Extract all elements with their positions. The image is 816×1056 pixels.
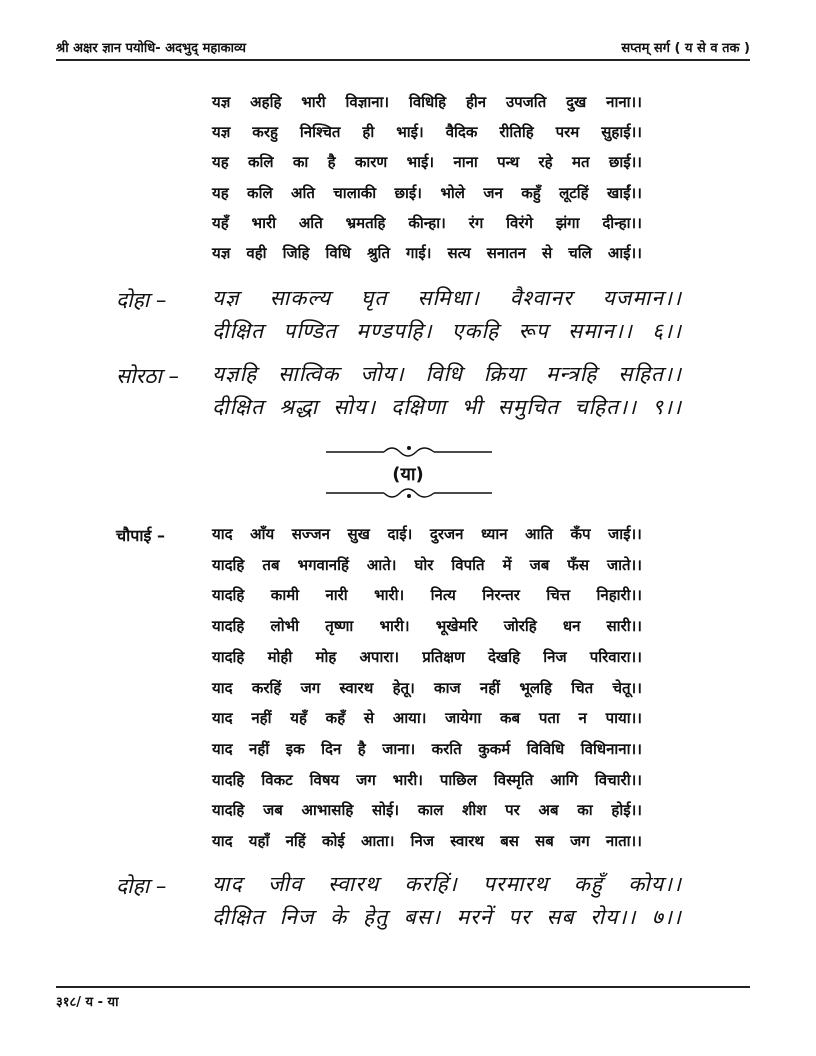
verse-word: छाई। xyxy=(394,183,422,202)
verse-word: कुकर्म xyxy=(478,739,511,758)
verse-word: जब xyxy=(263,801,283,820)
verse-word: ९।। xyxy=(652,395,682,419)
verse-word: हेतू। xyxy=(392,678,415,697)
verse-word: स्वारथ xyxy=(450,832,484,850)
page-header xyxy=(56,38,750,60)
verse-word: ६।। xyxy=(652,319,682,343)
verse-word: का xyxy=(292,153,309,172)
chaupai-line xyxy=(212,678,642,698)
verse-word: न xyxy=(578,709,587,728)
verse-word: यज्ञ xyxy=(212,286,240,310)
sortha-line-2 xyxy=(212,393,682,421)
verse-word: सब xyxy=(546,905,575,929)
verse-word: समिधा। xyxy=(417,286,480,310)
verse-word: झंगा xyxy=(555,213,580,232)
verse-word: कलि xyxy=(247,183,273,202)
verse-line xyxy=(212,152,642,172)
verse-word: चलि xyxy=(568,244,592,262)
ornament-bottom xyxy=(326,486,492,500)
verse-word: रूप xyxy=(518,319,549,343)
verse-word: अब xyxy=(538,801,559,820)
verse-word: का xyxy=(577,801,593,820)
verse-word: कलि xyxy=(247,153,274,172)
verse-word: तृष्णा xyxy=(325,617,354,636)
verse-word: दुरजन xyxy=(429,525,464,543)
verse-word: कहुँ xyxy=(573,872,604,896)
verse-word: लूटहिं xyxy=(559,183,589,202)
verse-word: निहारी।। xyxy=(596,586,642,605)
verse-word: यजमान।। xyxy=(602,286,682,310)
verse-word: देखहि xyxy=(487,647,521,666)
verse-word: याद xyxy=(212,525,233,543)
doha1-line-1 xyxy=(212,284,682,312)
verse-word: आता। xyxy=(360,832,395,850)
verse-word: उपजति xyxy=(505,93,547,111)
verse-word: कँप xyxy=(570,525,591,543)
verse-word: रीतिहि xyxy=(499,123,534,142)
verse-word: गाई। xyxy=(406,244,432,262)
verse-word: जाई।। xyxy=(608,525,642,543)
chaupai-line xyxy=(212,585,642,605)
verse-word: श्रद्धा xyxy=(279,395,319,419)
verse-word: कीन्हा। xyxy=(408,213,446,232)
doha1-line-2 xyxy=(212,317,682,345)
verse-word: सहित।। xyxy=(618,362,682,386)
verse-word: नाता।। xyxy=(605,832,642,850)
verse-word: घृत xyxy=(361,286,388,310)
verse-word: पर xyxy=(505,801,520,820)
verse-word: होई।। xyxy=(611,801,642,820)
verse-word: पता xyxy=(538,709,560,728)
doha1-label: दोहा – xyxy=(116,288,167,312)
verse-word: भोले xyxy=(440,183,465,202)
verse-word: विविधि xyxy=(526,739,565,758)
verse-word: यज्ञ xyxy=(212,93,231,111)
verse-word: सारी।। xyxy=(606,617,642,636)
verse-line xyxy=(212,183,642,203)
verse-word: अति xyxy=(298,213,323,232)
verse-word: विधि xyxy=(325,244,351,262)
verse-word: में xyxy=(502,555,512,574)
verse-word: अपारा। xyxy=(359,647,400,666)
verse-word: दिन xyxy=(321,739,342,758)
verse-word: यादहि xyxy=(212,555,245,574)
verse-word: भगवानहिं xyxy=(297,555,349,574)
verse-word: साकल्य xyxy=(269,286,332,310)
verse-word: विस्मृति xyxy=(493,770,534,789)
verse-word: लोभी xyxy=(270,617,300,636)
verse-word: विधिनाना।। xyxy=(580,739,642,758)
verse-word: यह xyxy=(212,183,229,202)
verse-word: दुख xyxy=(566,93,587,111)
verse-word: हेतु xyxy=(362,905,389,929)
verse-word: छाई।। xyxy=(608,153,642,172)
verse-word: आते। xyxy=(366,555,397,574)
verse-word: दक्षिणा xyxy=(391,395,447,419)
verse-word: से xyxy=(363,709,375,728)
verse-word: दाई। xyxy=(387,525,413,543)
verse-word: आगि xyxy=(550,770,578,789)
verse-word: विपति xyxy=(451,555,485,574)
verse-word: मत xyxy=(571,153,590,172)
verse-word: विज्ञाना। xyxy=(345,93,390,111)
verse-word: भाई। xyxy=(396,123,424,142)
verse-word: करहिं xyxy=(251,678,282,697)
chapter-title: सप्तम् सर्ग ( य से व तक ) xyxy=(621,41,750,56)
verse-word: कोय।। xyxy=(628,872,682,896)
verse-word: फँस xyxy=(567,555,589,574)
verse-word: आति xyxy=(525,525,553,543)
verse-word: ध्यान xyxy=(481,525,508,543)
doha2-line-2 xyxy=(212,903,682,931)
verse-word: अति xyxy=(291,183,315,202)
verse-word: सुहाई।। xyxy=(601,123,642,142)
page-number: ३१८/ य - या xyxy=(56,995,119,1010)
verse-word: आई।। xyxy=(607,244,642,262)
verse-word: रंग xyxy=(468,213,484,232)
verse-word: पण्डित xyxy=(283,319,337,343)
verse-word: निज xyxy=(410,832,434,850)
verse-word: ७।। xyxy=(652,905,682,929)
verse-word: स्वारथ xyxy=(327,872,380,896)
verse-word: के xyxy=(330,905,348,929)
sortha-line-1 xyxy=(212,360,682,388)
verse-word: परमारथ xyxy=(483,872,549,896)
verse-word: भारी। xyxy=(379,617,410,636)
verse-word: निरन्तर xyxy=(482,586,520,605)
verse-word: नाना।। xyxy=(606,93,642,111)
verse-word: परम xyxy=(555,123,580,142)
verse-word: मन्त्रहि xyxy=(545,362,598,386)
verse-word: यहाँ xyxy=(248,832,270,850)
verse-word: सज्जन xyxy=(291,525,330,543)
verse-word: बस। xyxy=(403,905,441,929)
verse-word: विषय xyxy=(309,770,340,789)
verse-word: शीश xyxy=(462,801,487,820)
verse-word: रहे xyxy=(538,153,553,172)
ornament-top xyxy=(326,443,492,457)
verse-word: है xyxy=(327,153,336,172)
verse-word: याद xyxy=(212,832,233,850)
verse-word: प्रतिक्षण xyxy=(422,647,465,666)
chaupai-label: चौपाई – xyxy=(116,526,165,545)
verse-word: याद xyxy=(212,678,233,697)
chaupai-line xyxy=(212,616,642,636)
verse-word: यज्ञ xyxy=(212,123,231,142)
verse-word: जग xyxy=(570,832,590,850)
verse-word: विधिहि xyxy=(408,93,447,111)
verse-line xyxy=(212,122,642,142)
verse-word: श्रुति xyxy=(366,244,390,262)
verse-word: क्रिया xyxy=(483,362,525,386)
chaupai-line xyxy=(212,831,642,851)
verse-word: दीक्षित xyxy=(212,395,265,419)
verse-word: मोही xyxy=(267,647,293,666)
verse-word: पर xyxy=(508,905,531,929)
verse-word: चित्त xyxy=(546,586,571,605)
verse-word: भारी xyxy=(251,213,276,232)
verse-word: सोय। xyxy=(333,395,377,419)
verse-line xyxy=(212,213,642,233)
verse-word: सत्य xyxy=(447,244,471,262)
doha2-line-1 xyxy=(212,870,682,898)
verse-word: मरनें xyxy=(456,905,493,929)
verse-word: काज xyxy=(434,678,461,697)
verse-word: कामी xyxy=(270,586,300,605)
verse-word: यादहि xyxy=(212,801,245,820)
verse-word: जब xyxy=(529,555,550,574)
verse-line xyxy=(212,243,642,263)
verse-word: नहीं xyxy=(249,739,270,758)
verse-word: पन्थ xyxy=(497,153,520,172)
verse-word: जोरहि xyxy=(503,617,537,636)
verse-word: नाना xyxy=(453,153,478,172)
verse-word: यहँ xyxy=(290,709,307,728)
verse-word: यज्ञहि xyxy=(212,362,258,386)
verse-word: कहँ xyxy=(325,709,346,728)
header-divider xyxy=(56,59,750,61)
verse-word: करति xyxy=(431,739,462,758)
verse-word: मण्डपहि। xyxy=(356,319,433,343)
verse-word: स्वारथ xyxy=(339,678,374,697)
verse-word: भारी। xyxy=(374,586,405,605)
verse-word: सात्विक xyxy=(278,362,340,386)
sortha-label: सोरठा – xyxy=(116,364,180,388)
verse-word: वैदिक xyxy=(445,123,478,142)
verse-word: चेतू।। xyxy=(612,678,642,697)
verse-word: भूलहि xyxy=(519,678,552,697)
verse-word: निज xyxy=(543,647,567,666)
verse-word: नारी xyxy=(325,586,348,605)
doha2-label: दोहा – xyxy=(116,874,167,898)
verse-word: आया। xyxy=(392,709,427,728)
verse-word: जग xyxy=(300,678,321,697)
verse-word: घोर xyxy=(414,555,434,574)
verse-word: यह xyxy=(212,153,229,172)
verse-word: सब xyxy=(535,832,554,850)
verse-word: जीव xyxy=(268,872,303,896)
verse-word: वैश्वानर xyxy=(509,286,573,310)
verse-word: सनातन xyxy=(486,244,526,262)
verse-word: विकट xyxy=(261,770,293,789)
chaupai-line xyxy=(212,524,642,544)
verse-word: तब xyxy=(262,555,280,574)
verse-word: एकहि xyxy=(451,319,500,343)
verse-word: पाछिल xyxy=(439,770,477,789)
verse-word: खाईं।। xyxy=(607,183,642,202)
verse-word: यादहि xyxy=(212,586,245,605)
verse-word: मोह xyxy=(315,647,337,666)
verse-word: जिहि xyxy=(282,244,310,262)
verse-word: चित xyxy=(571,678,594,697)
verse-word: है xyxy=(357,739,366,758)
chaupai-line xyxy=(212,770,642,790)
verse-word: वही xyxy=(246,244,267,262)
verse-word: आँय xyxy=(250,525,275,543)
verse-word: यहँ xyxy=(212,213,229,232)
verse-word: भी xyxy=(461,395,483,419)
verse-word: जोय। xyxy=(360,362,405,386)
verse-word: नहीं xyxy=(251,709,272,728)
verse-word: कोई xyxy=(321,832,345,850)
verse-word: इक xyxy=(285,739,305,758)
verse-word: याद xyxy=(212,739,233,758)
verse-word: नहीं xyxy=(479,678,501,697)
verse-word: समान।। xyxy=(568,319,633,343)
verse-word: भारी xyxy=(301,93,326,111)
chaupai-line xyxy=(212,647,642,667)
verse-word: रोय।। xyxy=(590,905,637,929)
verse-word: काल xyxy=(417,801,444,820)
verse-word: विधि xyxy=(425,362,463,386)
verse-word: दीक्षित xyxy=(212,905,265,929)
verse-word: आभासहि xyxy=(301,801,354,820)
verse-word: करहिं। xyxy=(404,872,458,896)
verse-word: समुचित xyxy=(497,395,560,419)
verse-word: कारण xyxy=(354,153,388,172)
verse-word: निज xyxy=(279,905,315,929)
verse-word: धन xyxy=(562,617,581,636)
verse-word: सोई। xyxy=(372,801,400,820)
verse-word: नहिं xyxy=(285,832,306,850)
verse-word: कहुँ xyxy=(521,183,541,202)
verse-word: याद xyxy=(212,872,243,896)
verse-word: भ्रमतहि xyxy=(345,213,386,232)
verse-word: विरंगे xyxy=(506,213,533,232)
verse-word: हीन xyxy=(465,93,487,111)
verse-word: दीक्षित xyxy=(212,319,265,343)
verse-word: जन xyxy=(483,183,503,202)
verse-word: जायेगा xyxy=(445,709,482,728)
verse-word: भारी। xyxy=(392,770,423,789)
verse-word: याद xyxy=(212,709,233,728)
verse-word: सुख xyxy=(347,525,370,543)
verse-word: जाते।। xyxy=(606,555,642,574)
verse-word: भाई। xyxy=(406,153,435,172)
chaupai-line xyxy=(212,800,642,820)
verse-word: अहहि xyxy=(250,93,282,111)
verse-word: जाना। xyxy=(382,739,416,758)
verse-word: निश्चित xyxy=(299,123,341,142)
verse-word: परिवारा।। xyxy=(589,647,642,666)
chaupai-line xyxy=(212,739,642,759)
verse-word: यादहि xyxy=(212,770,245,789)
verse-word: चालाकी xyxy=(333,183,377,202)
footer-divider xyxy=(56,986,750,988)
verse-word: पाया।। xyxy=(605,709,642,728)
verse-word: करहु xyxy=(252,123,278,142)
chaupai-line xyxy=(212,708,642,728)
verse-word: जग xyxy=(356,770,376,789)
verse-line xyxy=(212,92,642,112)
book-title: श्री अक्षर ज्ञान पयोधि- अदभुद् महाकाव्य xyxy=(56,41,246,56)
verse-word: भूखेमरि xyxy=(435,617,478,636)
verse-word: नित्य xyxy=(430,586,456,605)
section-title: (या) xyxy=(392,464,424,485)
verse-word: यादहि xyxy=(212,617,245,636)
verse-word: कब xyxy=(499,709,521,728)
verse-word: ही xyxy=(362,123,375,142)
verse-word: यज्ञ xyxy=(212,244,231,262)
verse-word: से xyxy=(542,244,553,262)
chaupai-line xyxy=(212,555,642,575)
verse-word: यादहि xyxy=(212,647,245,666)
verse-word: दीन्हा।। xyxy=(602,213,642,232)
verse-word: बस xyxy=(500,832,519,850)
verse-word: चहित।। xyxy=(574,395,638,419)
verse-word: विचारी।। xyxy=(594,770,642,789)
